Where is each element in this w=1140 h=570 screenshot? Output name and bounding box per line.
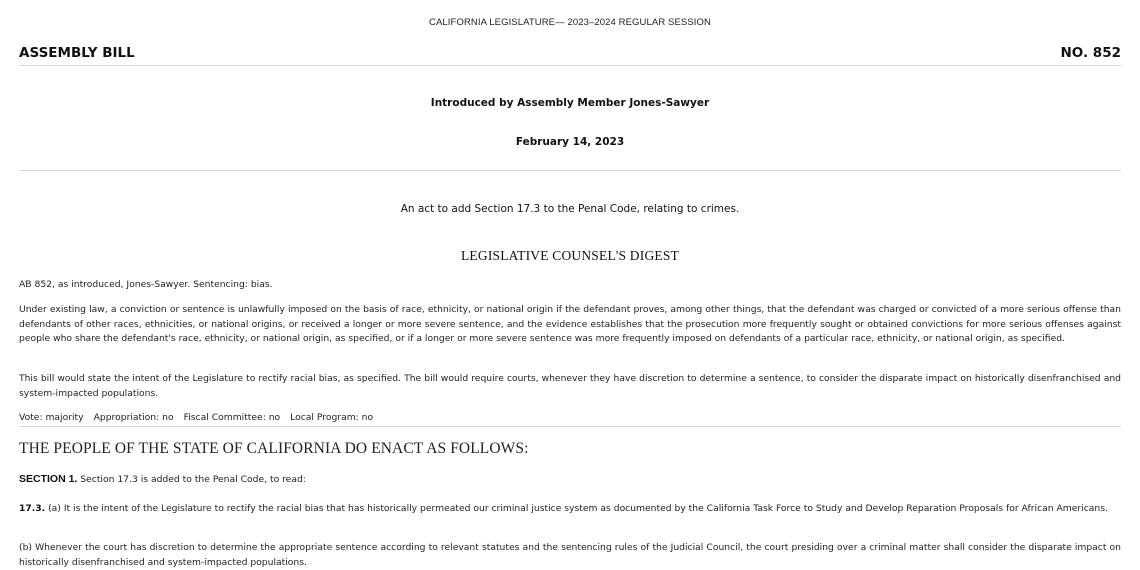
digest-bill-intent: This bill would state the intent of the Legislature to rectify racial bias, as specified. The bill would require courts, whenever they have discretion to determine a sentence, to consider the disparate impact on historically disenfranchised and system-impacted populations.: [19, 373, 1121, 399]
act-title: An act to add Section 17.3 to the Penal Code, relating to crimes.: [400, 203, 740, 215]
subsection-number: 17.3.: [19, 503, 46, 514]
header-divider: [19, 65, 1121, 66]
section-label: SECTION 1.: [19, 473, 78, 485]
vote-line: [19, 411, 1121, 426]
introduced-by: Introduced by Assembly Member Jones-Sawyer: [430, 97, 710, 109]
digest-existing-law: Under existing law, a conviction or sentence is unlawfully imposed on the basis of race, ethnicity, or national origin if the defendant proves, among other things, that the defendant was charged or convicted of a more serious offense than defendants of other races, ethnicities, or national origins, or received a longer or more severe sentence, and the evidence establishes that the prosecution more frequently sought or obtained convictions for more serious offenses against people who share the defendant's race, ethnicity, or national origin, as specified, or if a longer or more severe sentence was more frequently imposed on defendants of a particular race, ethnicity, or national origin, as specified.: [19, 304, 1121, 344]
appropriation-status: Appropriation: no: [93, 412, 174, 423]
enacting-clause: THE PEOPLE OF THE STATE OF CALIFORNIA DO ENACT AS FOLLOWS:: [19, 440, 529, 457]
digest-heading: LEGISLATIVE COUNSEL'S DIGEST: [460, 248, 680, 263]
introduced-date: February 14, 2023: [515, 136, 625, 148]
subsection-a: [19, 502, 1121, 517]
vote-type: Vote: majority: [19, 412, 84, 423]
section-1-heading: [19, 473, 306, 485]
digest-divider: [19, 426, 1121, 427]
local-program-status: Local Program: no: [290, 412, 374, 423]
bill-type: ASSEMBLY BILL: [19, 45, 135, 61]
section-text: Section 17.3 is added to the Penal Code, to read:: [80, 474, 306, 485]
digest-summary: AB 852, as introduced, Jones-Sawyer. Sentencing: bias.: [19, 279, 273, 290]
fiscal-committee-status: Fiscal Committee: no: [183, 412, 281, 423]
intro-divider: [19, 170, 1121, 171]
bill-title-row: [19, 45, 1121, 65]
subsection-b: (b) Whenever the court has discretion to determine the appropriate sentence according to relevant statutes and the sentencing rules of the Judicial Council, the court presiding over a criminal matter shall consider the disparate impact on historically disenfranchised and system-impacted populations.: [19, 542, 1121, 568]
subsection-a-text: (a) It is the intent of the Legislature to rectify the racial bias that has historically permeated our criminal justice system as documented by the California Task Force to Study and Develop Reparation Proposals for African Americans.: [48, 503, 1108, 514]
bill-number: NO. 852: [1060, 45, 1121, 61]
session-header: CALIFORNIA LEGISLATURE— 2023–2024 REGULAR SESSION: [429, 17, 711, 28]
